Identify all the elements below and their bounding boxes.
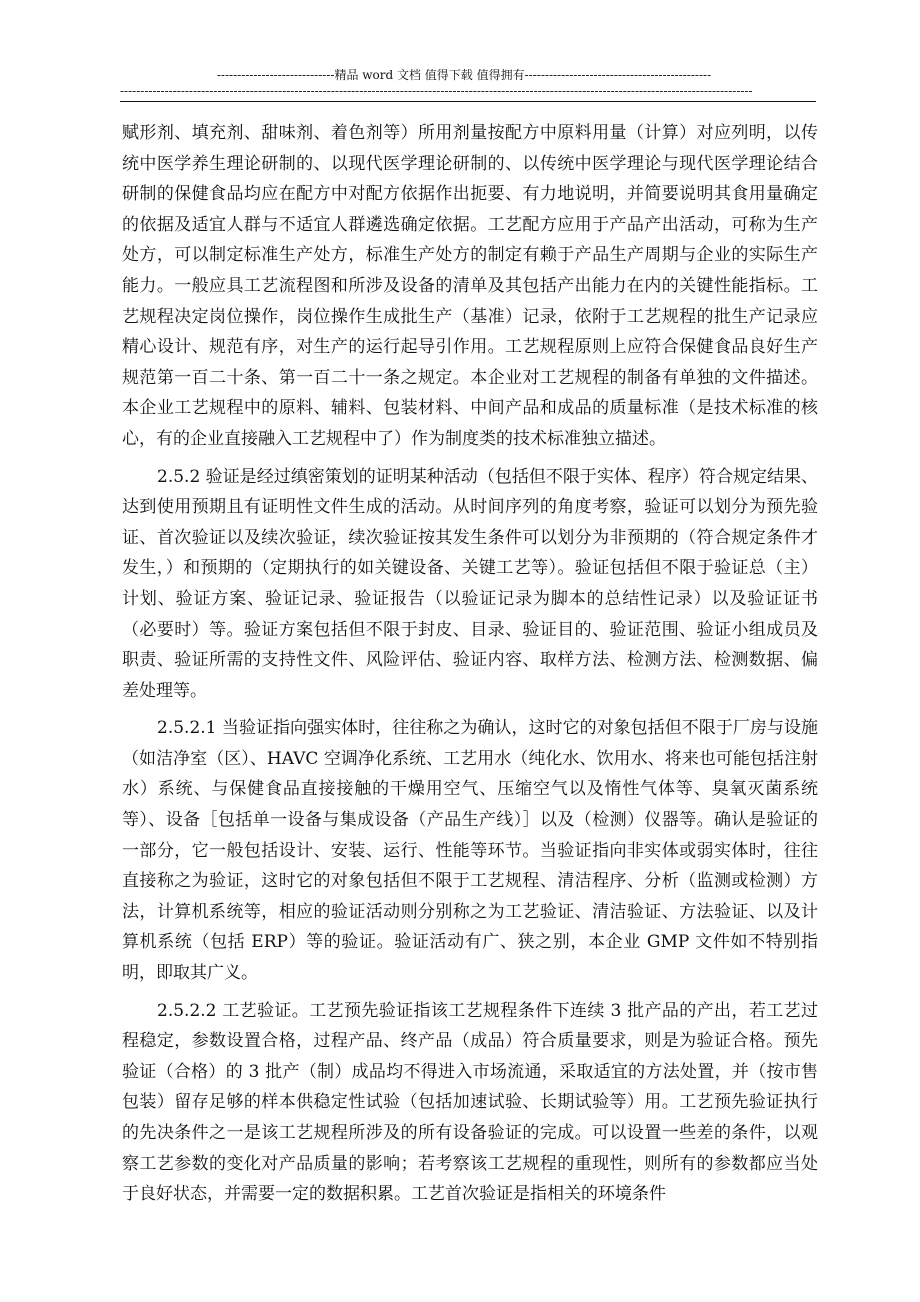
paragraph-2-5-2-2: 2.5.2.2 工艺验证。工艺预先验证指该工艺规程条件下连续 3 批产品的产出，若工艺过程稳定，参数设置合格，过程产品、终产品（成品）符合质量要求，则是为验证合格。预先验证（合格）的 3 批产（制）成品均不得进入市场流通，采取适宜的方法处置，并（按市售包装）留存足够的样本供稳定性试验（包括加速试验、长期试验等）用。工艺预先验证执行的先决条件之一是该工艺规程所涉及的所有设备验证的完成。可以设置一些差的条件，以观察工艺参数的变化对产品质量的影响；若考察该工艺规程的重现性，则所有的参数都应当处于良好状态，并需要一定的数据积累。工艺首次验证是指相关的环境条件 [122,1000,818,1205]
paragraph-2-5-2-1: 2.5.2.1 当验证指向强实体时，往往称之为确认，这时它的对象包括但不限于厂房与设施（如洁净室（区）、HAVC 空调净化系统、工艺用水（纯化水、饮用水、将来也可能包括注射水）系统、与保健食品直接接触的干燥用空气、压缩空气以及惰性气体等、臭氧灭菌系统等）、设备［包括单一设备与集成设备（产品生产线）］以及（检测）仪器等。确认是验证的一部分，它一般包括设计、安装、运行、性能等环节。当验证指向非实体或弱实体时，往往直接称之为验证，这时它的对象包括但不限于工艺规程、清洁程序、分析（监测或检测）方法，计算机系统等，相应的验证活动则分别称之为工艺验证、清洁验证、方法验证、以及计算机系统（包括 ERP）等的验证。验证活动有广、狭之别，本企业 GMP 文件如不特别指明，即取其广义。 [122,718,818,984]
document-body [122,118,818,1217]
header-rule [120,101,816,102]
paragraph-continuation: 赋形剂、填充剂、甜味剂、着色剂等）所用剂量按配方中原料用量（计算）对应列明，以传统中医学养生理论研制的、以现代医学理论研制的、以传统中医学理论与现代医学理论结合研制的保健食品均应在配方中对配方依据作出扼要、有力地说明，并简要说明其食用量确定的依据及适宜人群与不适宜人群遴选确定依据。工艺配方应用于产品产出活动，可称为生产处方，可以制定标准生产处方，标准生产处方的制定有赖于产品生产周期与企业的实际生产能力。一般应具工艺流程图和所涉及设备的清单及其包括产出能力在内的关键性能指标。工艺规程决定岗位操作，岗位操作生成批生产（基准）记录，依附于工艺规程的批生产记录应精心设计、规范有序，对生产的运行起导引作用。工艺规程原则上应符合保健食品良好生产规范第一百二十条、第一百二十一条之规定。本企业对工艺规程的制备有单独的文件描述。本企业工艺规程中的原料、辅料、包装材料、中间产品和成品的质量标准（是技术标准的核心，有的企业直接融入工艺规程中了）作为制度类的技术标准独立描述。 [122,123,818,449]
page-header-dashes: ------------------------------------------------------------------------------------------------------------------------------------------------------------ [120,84,753,98]
paragraph-2-5-2: 2.5.2 验证是经过缜密策划的证明某种活动（包括但不限于实体、程序）符合规定结果、达到使用预期且有证明性文件生成的活动。从时间序列的角度考察，验证可以划分为预先验证、首次验证以及续次验证，续次验证按其发生条件可以划分为非预期的（符合规定条件才发生，）和预期的（定期执行的如关键设备、关键工艺等）。验证包括但不限于验证总（主）计划、验证方案、验证记录、验证报告（以验证记录为脚本的总结性记录）以及验证证书（必要时）等。验证方案包括但不限于封皮、目录、验证目的、验证范围、验证小组成员及职责、验证所需的支持性文件、风险评估、验证内容、取样方法、检测方法、检测数据、偏差处理等。 [122,466,818,701]
page-header-title: -----------------------------精品 word 文档 值得下载 值得拥有---------------------------------------------- [216,68,712,82]
